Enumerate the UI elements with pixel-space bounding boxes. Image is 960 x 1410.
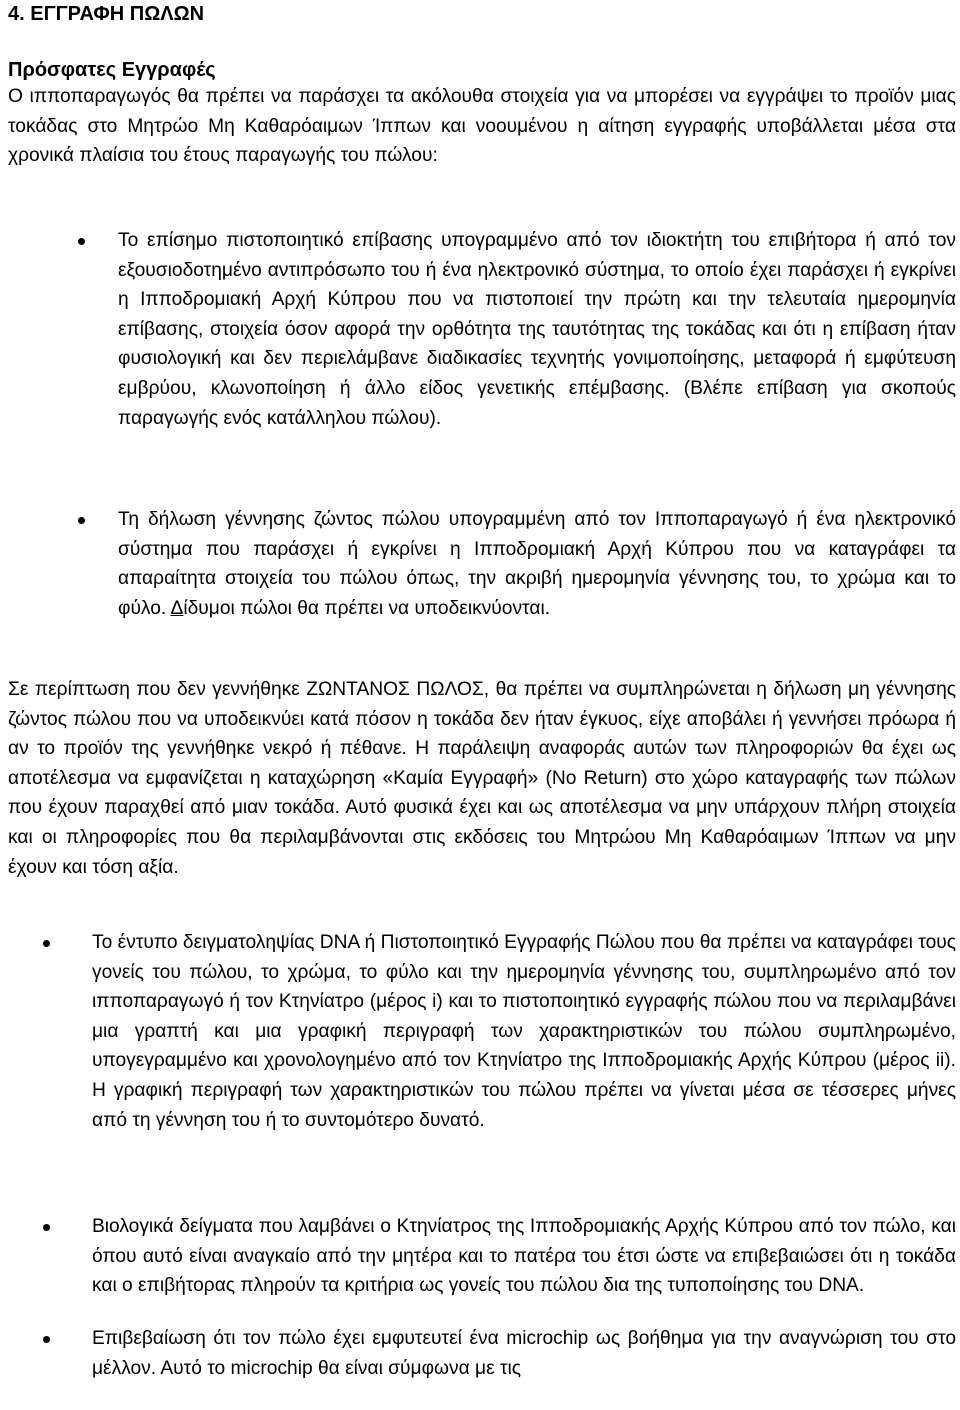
list-item — [92, 1324, 956, 1383]
list-item — [92, 1212, 956, 1301]
bullet-icon — [78, 238, 85, 245]
underlined-letter: Δ — [170, 597, 184, 619]
list-item — [118, 226, 956, 433]
list-item — [118, 505, 956, 623]
list-item-text: Το επίσημο πιστοποιητικό επίβασης υπογραμμένο από τον ιδιοκτήτη του επιβήτορα ή από τον εξουσιοδοτημένο αντιπρόσωπο του ή ένα ηλεκτρονικό σύστημα, το οποίο έχει παράσχει ή εγκρίνει η Ιπποδρομιακή Αρχή Κύπρου που να πιστοποιεί την πρώτη και την τελευταία ημερομηνία επίβασης, στοιχεία όσον αφορά την ορθότητα της ταυτότητας της τοκάδας και ότι η επίβαση ήταν φυσιολογική και δεν περιελάμβανε διαδικασίες τεχνητής γονιμοποίησης, μεταφορά ή εμφύτευση εμβρύου, κλωνοποίηση ή άλλο είδος γενετικής επέμβασης. (Βλέπε επίβαση για σκοπούς παραγωγής ενός κατάλληλου πώλου). — [118, 230, 956, 429]
bullet-icon — [43, 1336, 50, 1343]
list-item-text: Το έντυπο δειγματοληψίας DNA ή Πιστοποιητικό Εγγραφής Πώλου που θα πρέπει να καταγράφει τους γονείς του πώλου, το χρώμα, το φύλο και την ημερομηνία γέννησης του, συμπληρωμένο από τον ιπποπαραγωγό ή τον Κτηνίατρο (μέρος i) και το πιστοποιητικό εγγραφής πώλου που να περιλαμβάνει μια γραπτή και μια γραφική περιγραφή των χαρακτηριστικών του πώλου συμπληρωμένο, υπογεγραμμένο και χρονολογημένο από τον Κτηνίατρο της Ιπποδρομιακής Αρχής Κύπρου (μέρος ii). Η γραφική περιγραφή των χαρακτηριστικών του πώλου πρέπει να γίνεται μέσα σε τέσσερες μήνες από τη γέννηση του ή το συντομότερο δυνατό. — [92, 932, 956, 1131]
list-item — [92, 928, 956, 1135]
subsection-heading: Πρόσφατες Εγγραφές — [8, 59, 216, 81]
bullet-icon — [78, 517, 85, 524]
list-item-text-main: Τη δήλωση γέννησης ζώντος πώλου υπογραμμένη από τον Ιπποπαραγωγό ή ένα ηλεκτρονικό σύστημα που παράσχει ή εγκρίνει η Ιπποδρομιακή Αρχή Κύπρου που να καταγράφει τα απαραίτητα στοιχεία του πώλου όπως, την ακριβή ημερομηνία γέννησης του, το χρώμα και το φύλο. — [118, 509, 956, 619]
list-item-text — [118, 505, 956, 623]
section-heading: 4. ΕΓΓΡΑΦΗ ΠΩΛΩΝ — [8, 3, 205, 25]
list-item-text: Επιβεβαίωση ότι τον πώλο έχει εμφυτευτεί ένα microchip ως βοήθημα για την αναγνώριση του στο μέλλον. Αυτό το microchip θα είναι σύμφωνα με τις — [92, 1328, 956, 1379]
list-item-text: Βιολογικά δείγματα που λαμβάνει ο Κτηνίατρος της Ιπποδρομιακής Αρχής Κύπρου από τον πώλο, και όπου αυτό είναι αναγκαίο από την μητέρα και το πατέρα του έτσι ώστε να επιβεβαιώσει ότι η τοκάδα και ο επιβήτορας πληρούν τα κριτήρια ως γονείς του πώλου δια της τυποποίησης του DNA. — [92, 1216, 956, 1297]
bullet-icon — [43, 940, 50, 947]
intro-paragraph: Ο ιπποπαραγωγός θα πρέπει να παράσχει τα ακόλουθα στοιχεία για να μπορέσει να εγγράψει το προϊόν μιας τοκάδας στο Μητρώο Μη Καθαρόαιμων Ίππων και νοουμένου η αίτηση εγγραφής υποβάλλεται μέσα στα χρονικά πλαίσια του έτους παραγωγής του πώλου: — [8, 86, 956, 167]
bullet-icon — [43, 1224, 50, 1231]
no-live-foal-paragraph: Σε περίπτωση που δεν γεννήθηκε ΖΩΝΤΑΝΟΣ ΠΩΛΟΣ, θα πρέπει να συμπληρώνεται η δήλωση μη γέννησης ζώντος πώλου που να υποδεικνύει κατά πόσον η τοκάδα δεν ήταν έγκυος, είχε αποβάλει ή γεννήσει πρόωρα ή αν το προϊόν της γεννήθηκε νεκρό ή πέθανε. Η παράλειψη αναφοράς αυτών των πληροφοριών θα έχει ως αποτέλεσμα να εμφανίζεται η καταχώρηση «Καμία Εγγραφή» (No Return) στο χώρο καταγραφής των πώλων που έχουν παραχθεί από μιαν τοκάδα. Αυτό φυσικά έχει και ως αποτέλεσμα να μην υπάρχουν πλήρη στοιχεία και οι πληροφορίες που θα περιλαμβάνονται στις εκδόσεις του Μητρώου Μη Καθαρόαιμων Ίππων να μην έχουν και τόση αξία. — [8, 679, 956, 878]
list-item-text-tail: ίδυμοι πώλοι θα πρέπει να υποδεικνύονται. — [183, 597, 551, 619]
